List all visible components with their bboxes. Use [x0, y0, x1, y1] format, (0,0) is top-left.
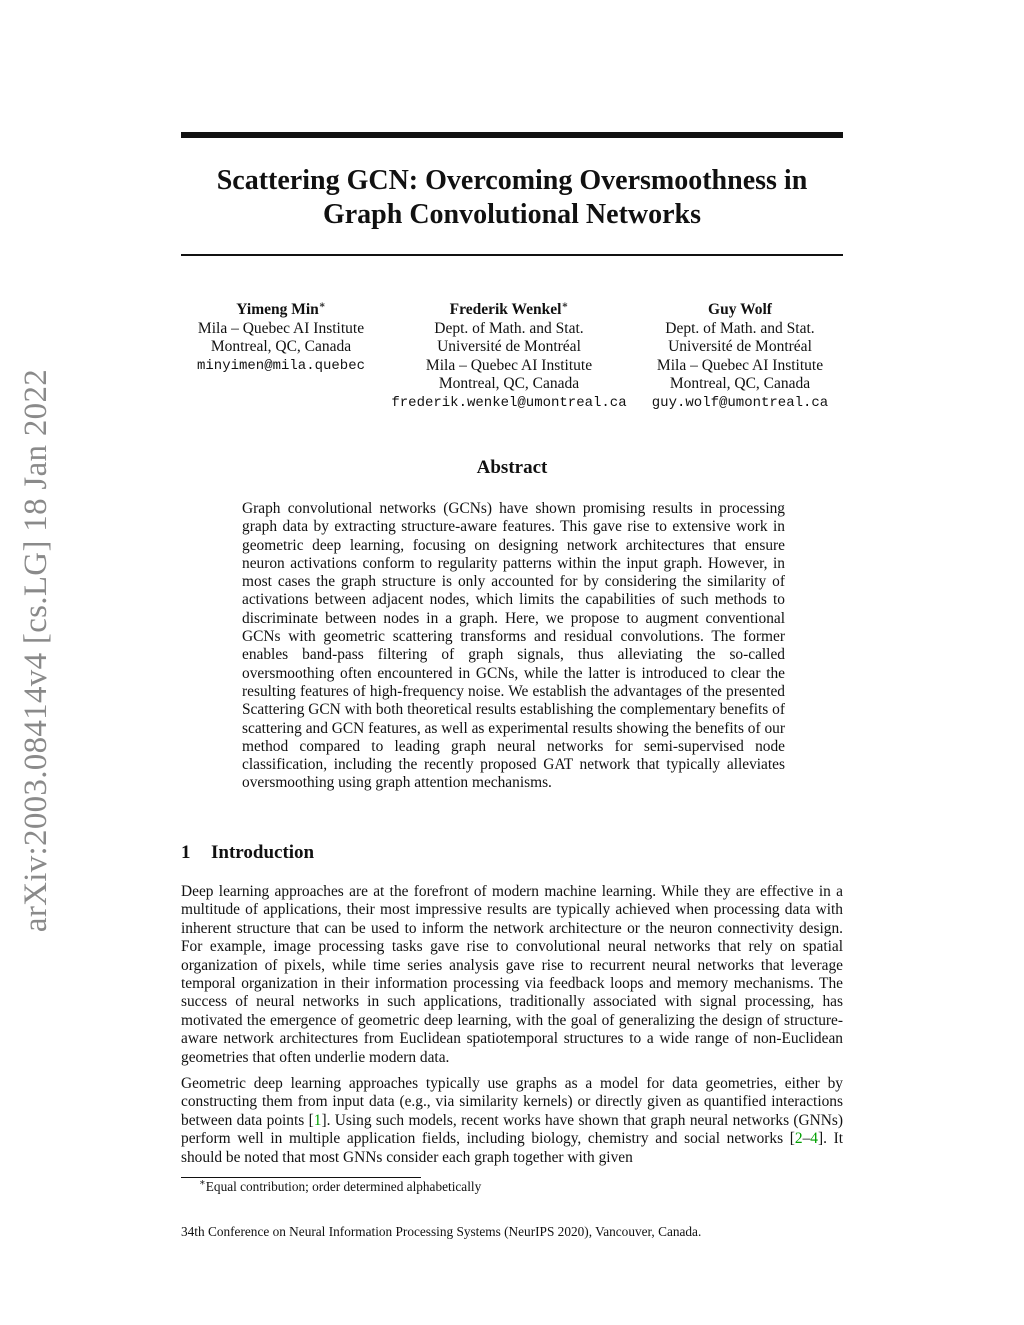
- author-location: Montreal, QC, Canada: [438, 375, 580, 392]
- arxiv-identifier: arXiv:2003.08414v4 [cs.LG] 18 Jan 2022: [18, 368, 55, 932]
- footnote: ∗Equal contribution; order determined alphabetically: [199, 1177, 482, 1194]
- author-email[interactable]: minyimen@mila.quebec: [196, 357, 366, 374]
- footnote-rule: [181, 1177, 421, 1178]
- intro-paragraph-2: Geometric deep learning approaches typically use graphs as a model for data geometries, either by constructing them from input data (e.g., via similarity kernels) or directly given as quantified interactions between data points [1]. Using such models, recent works have shown that graph neural networks (GNNs) perform well in multiple application fields, including biology, chemistry and social networks [2–4]. It should be noted that most GNNs consider each graph together with given: [181, 1075, 843, 1166]
- author-email[interactable]: guy.wolf@umontreal.ca: [651, 394, 829, 411]
- author-location: Montreal, QC, Canada: [669, 375, 811, 392]
- author-block-min: [181, 301, 381, 375]
- author-university: Université de Montréal: [437, 338, 581, 355]
- citation-link[interactable]: 4: [810, 1130, 818, 1148]
- footnote-mark: ∗: [199, 1177, 206, 1189]
- equal-contribution-mark: ∗: [318, 299, 326, 311]
- section-number: 1: [181, 842, 191, 863]
- author-name: Yimeng Min∗: [236, 299, 326, 318]
- author-email[interactable]: frederik.wenkel@umontreal.ca: [391, 394, 627, 411]
- paper-title: [181, 164, 843, 232]
- author-department: Dept. of Math. and Stat.: [434, 319, 584, 337]
- section-title: Introduction: [211, 842, 315, 863]
- section-heading: [181, 842, 314, 864]
- citation-link[interactable]: 2: [794, 1130, 803, 1148]
- author-affiliation: Mila – Quebec AI Institute: [656, 356, 824, 374]
- title-line-2: Graph Convolutional Networks: [322, 199, 702, 230]
- author-block-wenkel: [383, 301, 635, 412]
- author-university: Université de Montréal: [668, 338, 812, 355]
- abstract-heading: Abstract: [476, 457, 548, 478]
- title-bottom-rule: [181, 254, 843, 256]
- author-affiliation: Mila – Quebec AI Institute: [425, 356, 593, 374]
- author-block-wolf: [640, 301, 840, 412]
- author-affiliation: Mila – Quebec AI Institute: [197, 319, 365, 337]
- author-name: Guy Wolf: [708, 301, 772, 318]
- intro-paragraph-1: Deep learning approaches are at the forefront of modern machine learning. While they are effective in a multitude of applications, their most impressive results are typically achieved when processing data with inherent structure that can be used to inform the network architecture or the neuron connectivity design. For example, image processing tasks gave rise to convolutional neural networks that rely on spatial organization of pixels, while time series analysis gave rise to recurrent neural networks that leverage temporal organization in their information processing via feedback loops and memory mechanisms. The success of neural networks in such applications, traditionally associated with signal processing, has motivated the emergence of geometric deep learning, with the goal of generalizing the design of structure-aware network architectures from Euclidean spatiotemporal structures to a wide range of non-Euclidean geometries that often underlie modern data.: [181, 883, 843, 1066]
- citation-link[interactable]: 1: [313, 1111, 322, 1129]
- author-location: Montreal, QC, Canada: [210, 338, 352, 355]
- title-line-1: Scattering GCN: Overcoming Oversmoothness in: [216, 165, 808, 196]
- abstract-text: Graph convolutional networks (GCNs) have shown promising results in processing graph data by extracting structure-aware features. This gave rise to extensive work in geometric deep learning, focusing on designing network architectures that ensure neuron activations conform to regularity patterns within the input graph. However, in most cases the graph structure is only accounted for by considering the similarity of activations between adjacent nodes, which limits the capabilities of such methods to discriminate between nodes in a graph. Here, we propose to augment conventional GCNs with geometric scattering transforms and residual convolutions. The former enables band-pass filtering of graph signals, thus alleviating the so-called oversmoothing often encountered in GCNs, while the latter is introduced to clear the resulting features of high-frequency noise. We establish the advantages of the presented Scattering GCN with both theoretical results establishing the complementary benefits of scattering and GCN features, as well as experimental results showing the benefits of our method compared to leading graph neural networks for semi-supervised node classification, including the recently proposed GAT network that typically alleviates oversmoothing using graph attention mechanisms.: [242, 500, 785, 792]
- author-name: Frederik Wenkel∗: [449, 299, 569, 318]
- author-department: Dept. of Math. and Stat.: [665, 319, 815, 337]
- equal-contribution-mark: ∗: [561, 299, 569, 311]
- title-top-rule: [181, 132, 843, 138]
- arxiv-stamp: [12, 360, 62, 940]
- venue-line: 34th Conference on Neural Information Processing Systems (NeurIPS 2020), Vancouver, Canada.: [181, 1224, 702, 1239]
